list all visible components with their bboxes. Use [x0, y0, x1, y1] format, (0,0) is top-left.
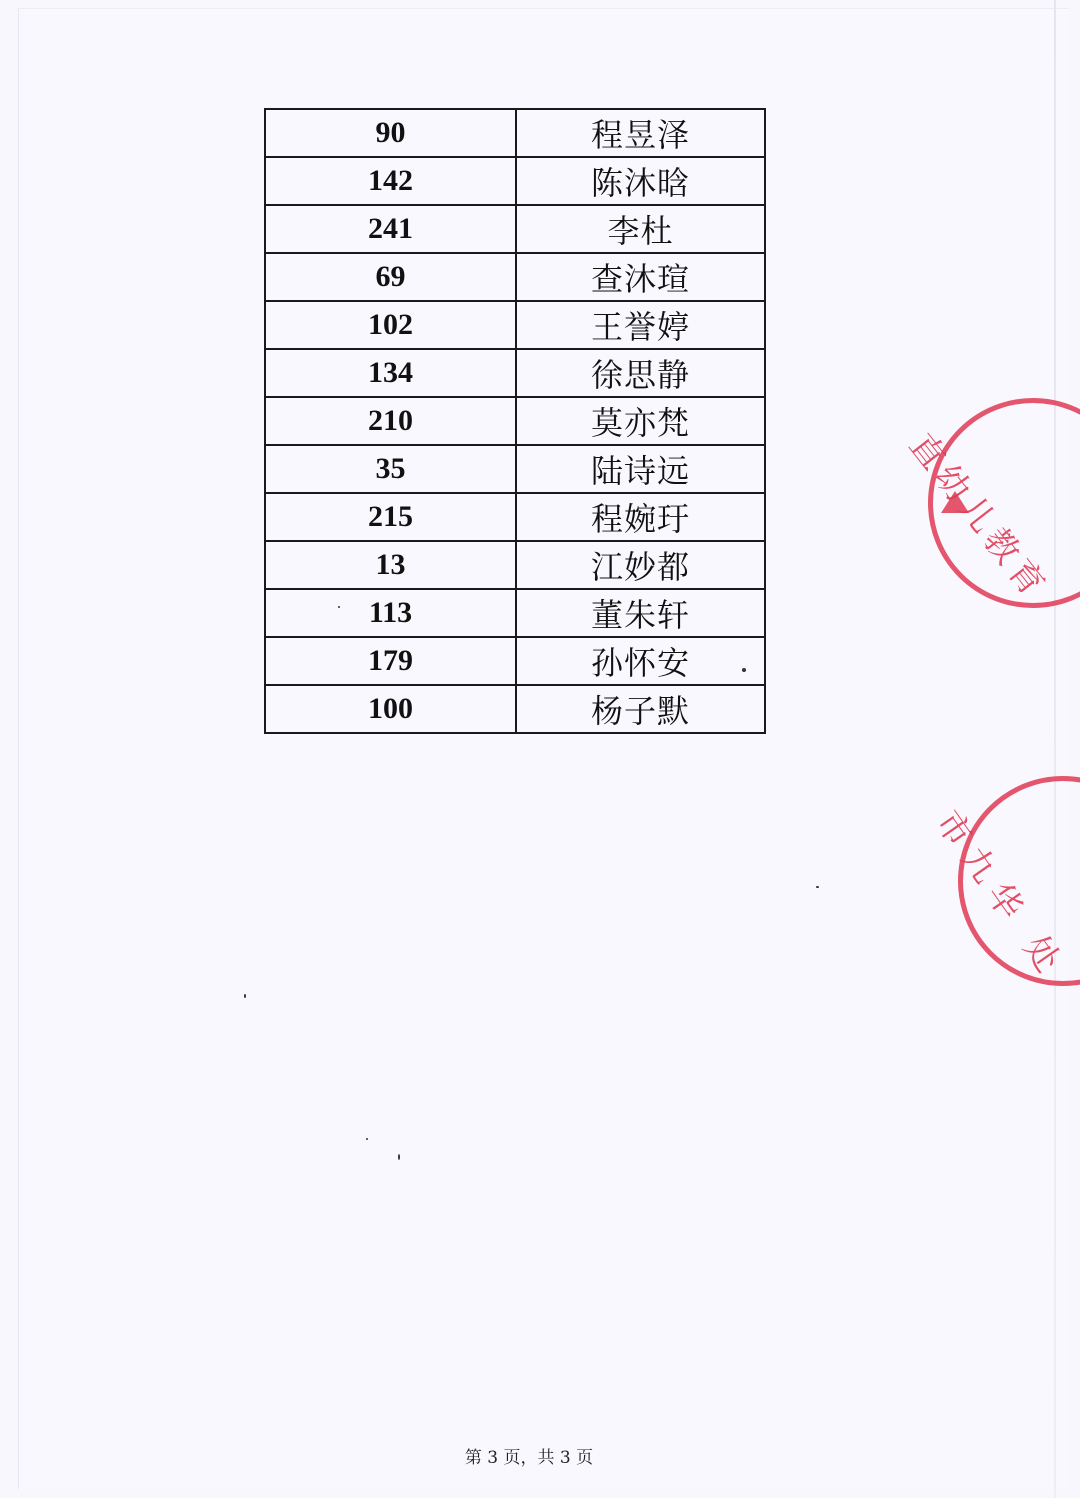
seal-star-icon — [941, 491, 969, 513]
page-footer: 第 3 页，共 3 页 — [464, 1448, 594, 1468]
scan-speck — [366, 1138, 368, 1140]
student-number: 113 — [265, 589, 516, 637]
student-name: 李杜 — [516, 205, 765, 253]
table-row — [265, 541, 765, 589]
student-number: 179 — [265, 637, 516, 685]
student-name: 程婉玗 — [516, 493, 765, 541]
scan-speck — [244, 994, 246, 998]
table-row — [265, 493, 765, 541]
student-number: 35 — [265, 445, 516, 493]
student-number: 102 — [265, 301, 516, 349]
student-name: 江妙都 — [516, 541, 765, 589]
student-number: 215 — [265, 493, 516, 541]
student-number: 241 — [265, 205, 516, 253]
paper-edge — [1054, 0, 1056, 1498]
seal-text: 直幼儿教育 — [901, 425, 1056, 609]
student-name: 陈沐晗 — [516, 157, 765, 205]
student-number: 90 — [265, 109, 516, 157]
student-name: 程昱泽 — [516, 109, 765, 157]
student-number: 13 — [265, 541, 516, 589]
student-name: 王誉婷 — [516, 301, 765, 349]
student-number: 100 — [265, 685, 516, 733]
scan-speck — [816, 886, 819, 888]
student-name: 莫亦梵 — [516, 397, 765, 445]
seal-text: 市九华 处 — [927, 803, 1074, 988]
student-number: 210 — [265, 397, 516, 445]
table-row — [265, 253, 765, 301]
table-row — [265, 397, 765, 445]
table-row — [265, 157, 765, 205]
student-number: 69 — [265, 253, 516, 301]
roster-table — [264, 108, 766, 734]
scan-speck — [742, 668, 746, 672]
student-name: 孙怀安 — [516, 637, 765, 685]
table-row — [265, 445, 765, 493]
table-row — [265, 205, 765, 253]
table-row — [265, 349, 765, 397]
table-row — [265, 685, 765, 733]
scan-speck — [338, 606, 340, 608]
student-name: 查沐瑄 — [516, 253, 765, 301]
scan-speck — [398, 1154, 400, 1160]
table-row — [265, 637, 765, 685]
student-number: 134 — [265, 349, 516, 397]
table-row — [265, 589, 765, 637]
student-name: 徐思静 — [516, 349, 765, 397]
table-row — [265, 109, 765, 157]
student-name: 杨子默 — [516, 685, 765, 733]
table-row — [265, 301, 765, 349]
student-name: 董朱轩 — [516, 589, 765, 637]
student-number: 142 — [265, 157, 516, 205]
student-name: 陆诗远 — [516, 445, 765, 493]
